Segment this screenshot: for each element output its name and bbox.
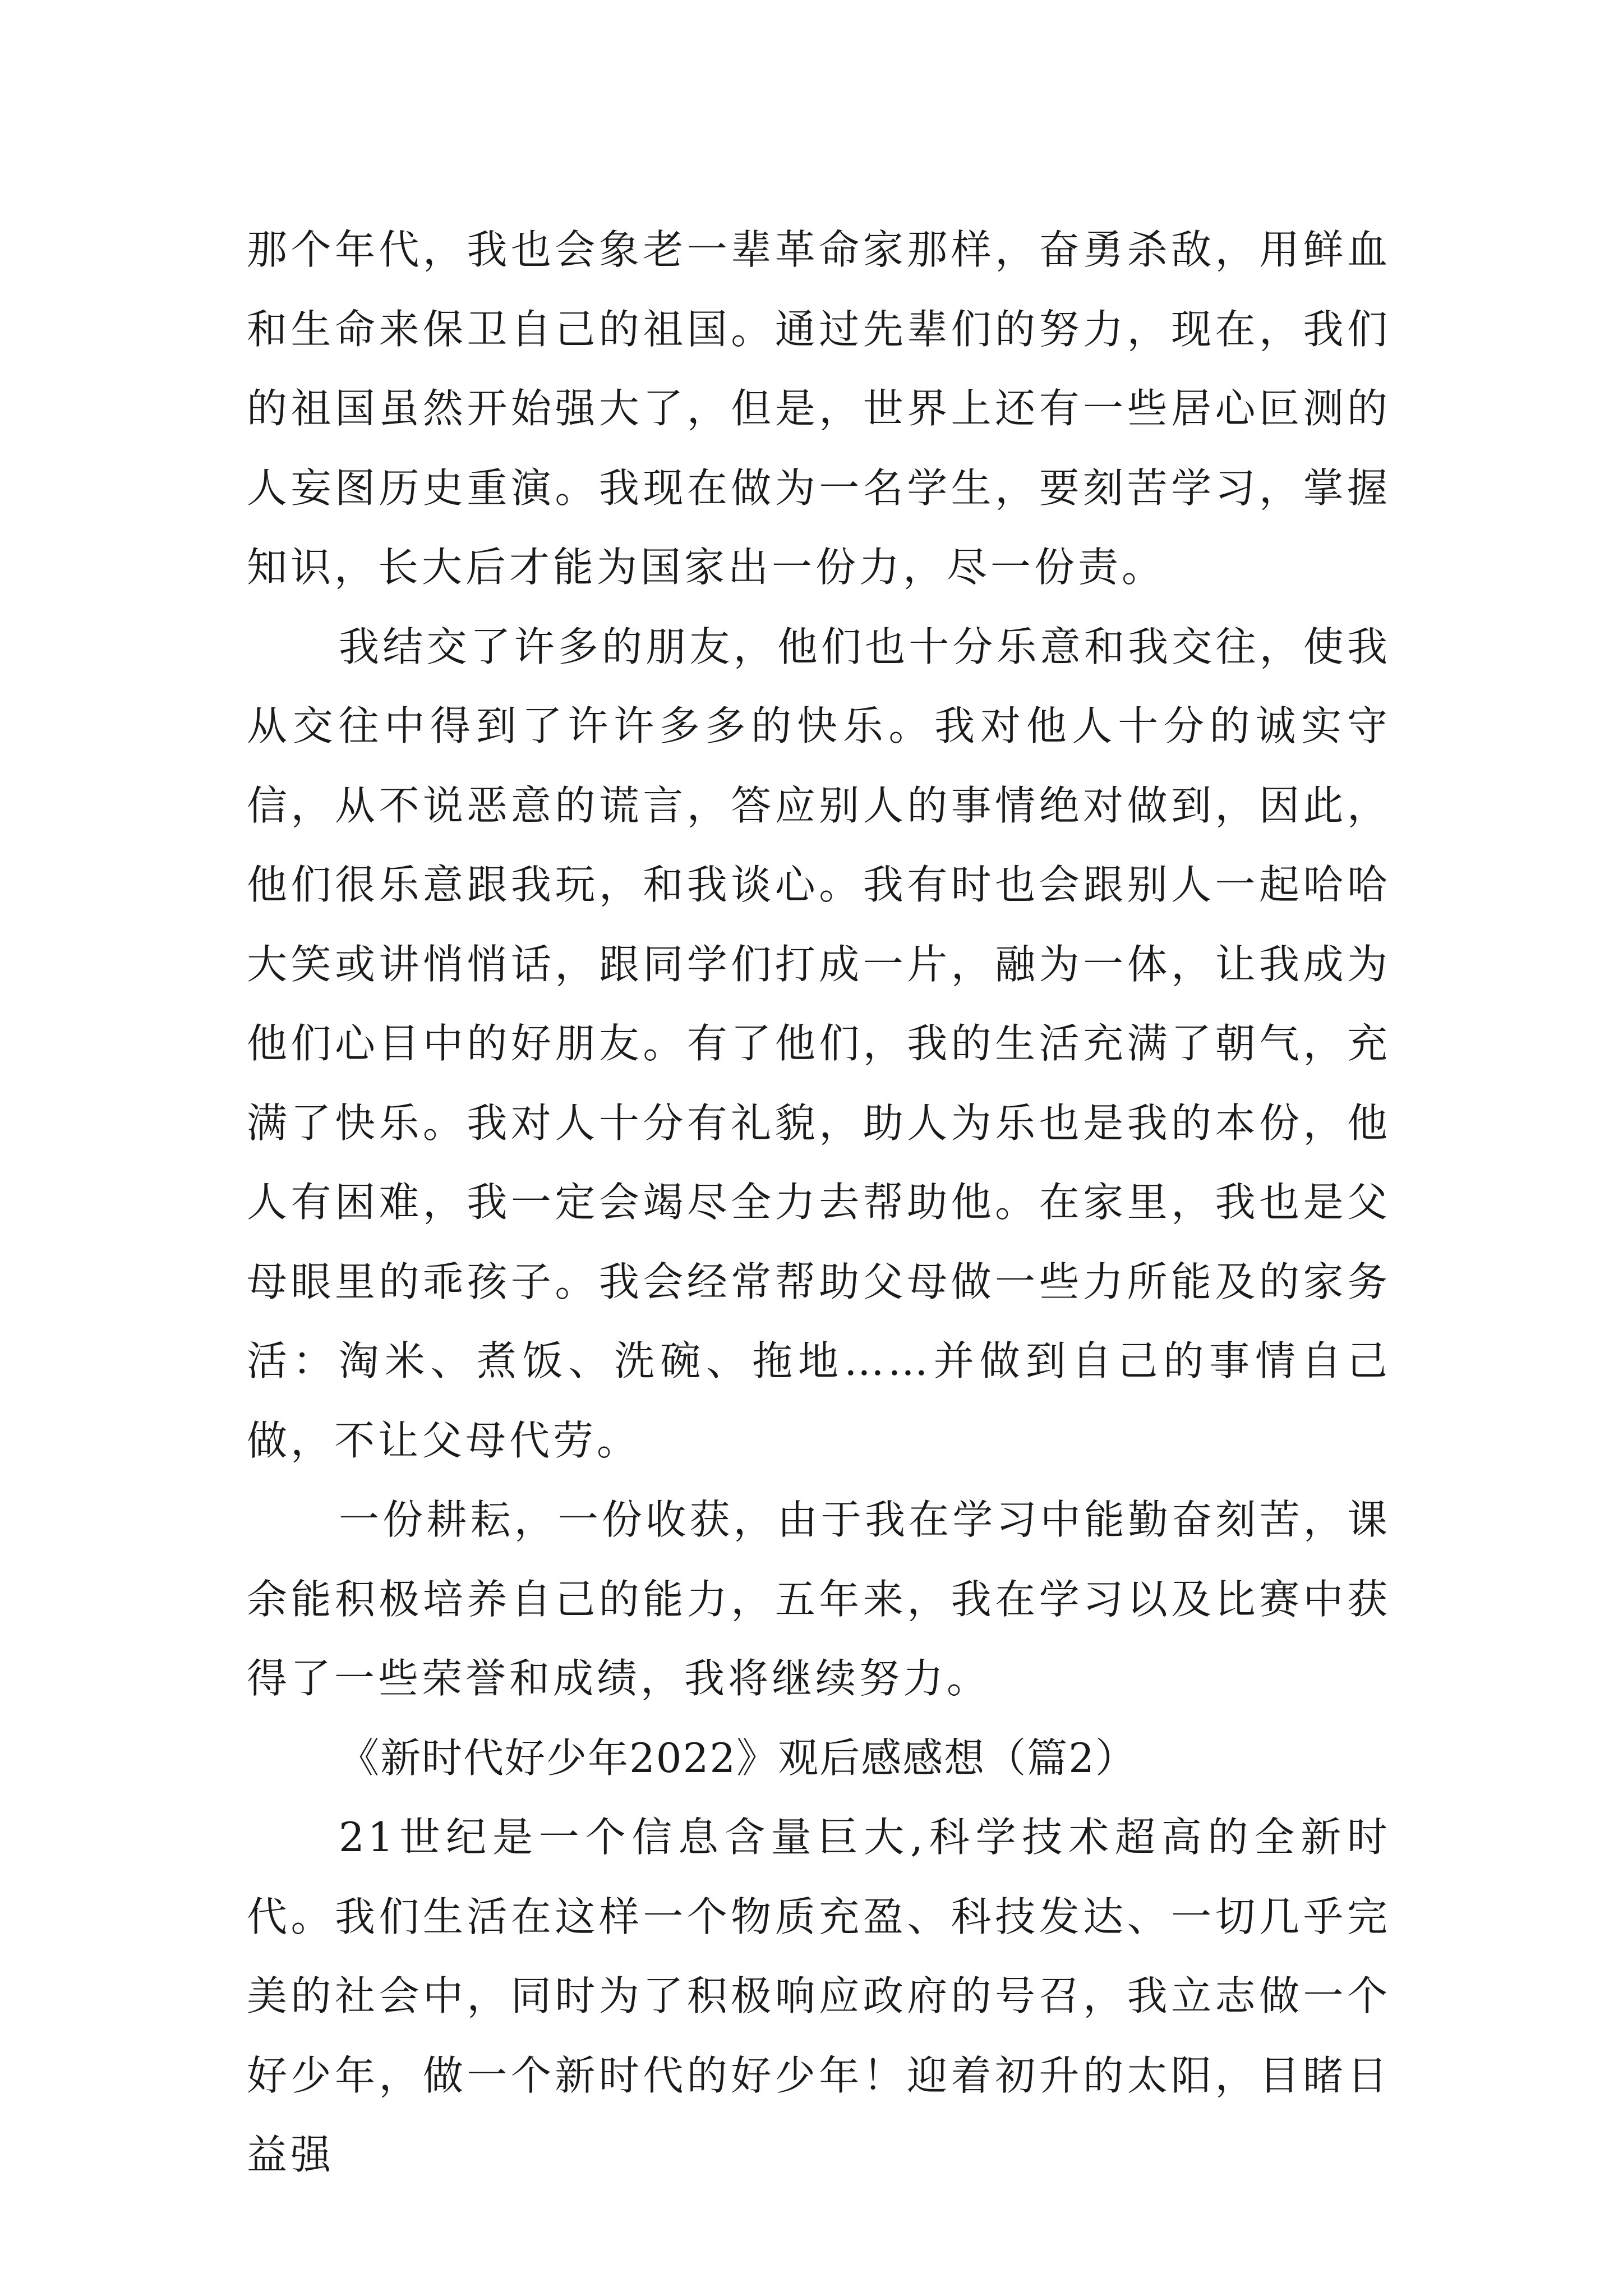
paragraph-2: 我结交了许多的朋友，他们也十分乐意和我交往，使我从交往中得到了许许多多的快乐。我对他人十分的诚实守信，从不说恶意的谎言，答应别人的事情绝对做到，因此，他们很乐意跟我玩，和我谈心。我有时也会跟别人一起哈哈大笑或讲悄悄话，跟同学们打成一片，融为一体，让我成为他们心目中的好朋友。有了他们，我的生活充满了朝气，充满了快乐。我对人十分有礼貌，助人为乐也是我的本份，他人有困难，我一定会竭尽全力去帮助他。在家里，我也是父母眼里的乖孩子。我会经常帮助父母做一些力所能及的家务活：淘米、煮饭、洗碗、拖地……并做到自己的事情自己做，不让父母代劳。 xyxy=(247,623,1391,1464)
section-heading: 《新时代好少年2022》观后感感想（篇2） xyxy=(339,1734,1137,1782)
paragraph-1: 那个年代，我也会象老一辈革命家那样，奋勇杀敌，用鲜血和生命来保卫自己的祖国。通过先辈们的努力，现在，我们的祖国虽然开始强大了，但是，世界上还有一些居心叵测的人妄图历史重演。我现在做为一名学生，要刻苦学习，掌握知识，长大后才能为国家出一份力，尽一份责。 xyxy=(247,226,1391,591)
paragraph-4: 21世纪是一个信息含量巨大,科学技术超高的全新时代。我们生活在这样一个物质充盈、科技发达、一切几乎完美的社会中，同时为了积极响应政府的号召，我立志做一个好少年，做一个新时代的好少年！迎着初升的太阳，目睹日益强 xyxy=(247,1814,1391,2178)
document-body xyxy=(247,210,1391,2195)
paragraph-3: 一份耕耘，一份收获，由于我在学习中能勤奋刻苦，课余能积极培养自己的能力，五年来，我在学习以及比赛中获得了一些荣誉和成绩，我将继续努力。 xyxy=(247,1496,1391,1702)
